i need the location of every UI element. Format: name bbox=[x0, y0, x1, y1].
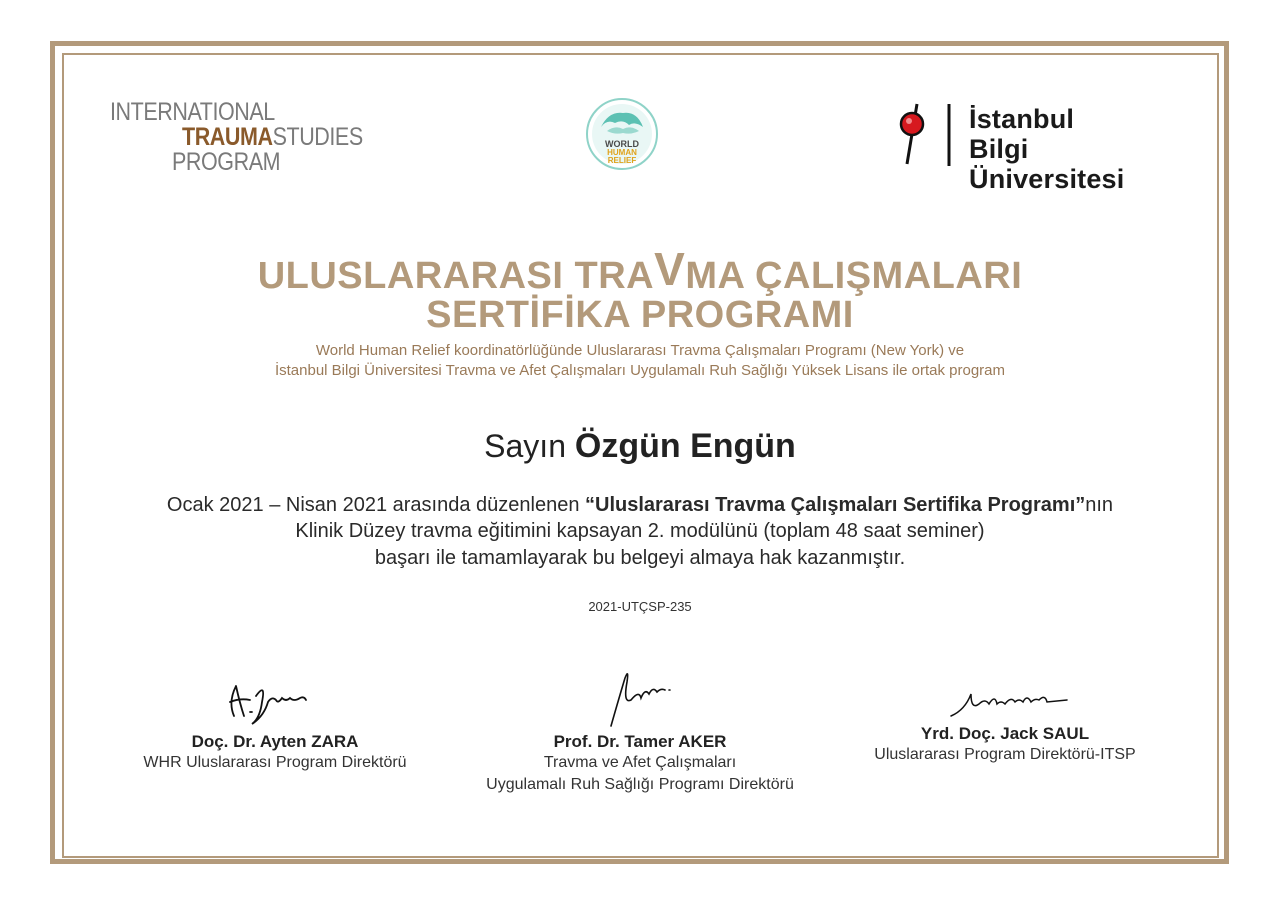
signatory-zara bbox=[110, 672, 440, 774]
itsp-logo-studies: STUDIES bbox=[272, 123, 363, 151]
world-human-relief-logo bbox=[585, 97, 659, 171]
itsp-logo bbox=[110, 100, 392, 175]
signatory-aker bbox=[455, 664, 825, 796]
whr-logo-human: HUMAN bbox=[607, 148, 637, 157]
signatory-role-line2: Uygulamalı Ruh Sağlığı Programı Direktörü bbox=[486, 776, 794, 793]
whr-logo-relief: RELIEF bbox=[607, 156, 637, 165]
body-line1 bbox=[0, 494, 1280, 517]
bilgi-logo-line2: Bilgi Üniversitesi bbox=[969, 134, 1125, 194]
signatory-name: Doç. Dr. Ayten ZARA bbox=[191, 732, 359, 751]
whr-logo-world: WORLD bbox=[605, 139, 639, 149]
signatory-role-line1: Travma ve Afet Çalışmaları bbox=[543, 754, 737, 771]
signatory-role: WHR Uluslararası Program Direktörü bbox=[143, 754, 407, 771]
signature-aker bbox=[595, 664, 685, 728]
certificate-subtitle-line2: İstanbul Bilgi Üniversitesi Travma ve Afet Çalışmaları Uygulamalı Ruh Sağlığı Yüksek Lisans ile ortak program bbox=[274, 362, 1006, 379]
certificate-title-line2: SERTİFİKA PROGRAMI bbox=[426, 294, 854, 336]
signatory-saul bbox=[845, 680, 1165, 766]
certificate-subtitle-line1: World Human Relief koordinatörlüğünde Uluslararası Travma Çalışmaları Programı (New York) ve bbox=[315, 342, 965, 359]
body-line2: Klinik Düzey travma eğitimini kapsayan 2. modülünü (toplam 48 saat seminer) bbox=[295, 520, 985, 542]
title-part-v: V bbox=[654, 243, 686, 295]
signatory-name: Yrd. Doç. Jack SAUL bbox=[920, 724, 1090, 743]
body-line1-post: nın bbox=[1085, 494, 1114, 516]
greeting-prefix: Sayın bbox=[484, 428, 566, 464]
body-line1-pre: Ocak 2021 – Nisan 2021 arasında düzenlenen bbox=[166, 494, 585, 516]
itsp-logo-line3: PROGRAM bbox=[172, 148, 281, 176]
program-name: “Uluslararası Travma Çalışmaları Sertifika Programı” bbox=[585, 494, 1086, 516]
istanbul-bilgi-logo bbox=[893, 100, 1183, 194]
signatory-role: Uluslararası Program Direktörü-ITSP bbox=[874, 746, 1136, 763]
bilgi-emblem-icon bbox=[893, 100, 963, 170]
signature-zara bbox=[220, 672, 330, 728]
itsp-logo-line2 bbox=[182, 125, 363, 150]
title-part-a: ULUSLARARASI TRA bbox=[257, 255, 655, 297]
itsp-logo-trauma: TRAUMA bbox=[182, 123, 273, 151]
itsp-logo-line1: INTERNATIONAL bbox=[110, 98, 275, 126]
body-line3: başarı ile tamamlayarak bu belgeyi almaya hak kazanmıştır. bbox=[374, 547, 906, 569]
bilgi-logo-line1: İstanbul bbox=[969, 104, 1075, 134]
certificate-title-line1 bbox=[0, 245, 1280, 299]
recipient-greeting bbox=[0, 427, 1280, 466]
signature-saul bbox=[935, 680, 1075, 720]
certificate-number: 2021-UTÇSP-235 bbox=[588, 599, 692, 614]
bilgi-logo-text bbox=[969, 104, 1183, 194]
title-part-b: MA ÇALIŞMALARI bbox=[685, 255, 1023, 297]
signatory-name: Prof. Dr. Tamer AKER bbox=[553, 732, 727, 751]
recipient-name: Özgün Engün bbox=[574, 427, 796, 465]
